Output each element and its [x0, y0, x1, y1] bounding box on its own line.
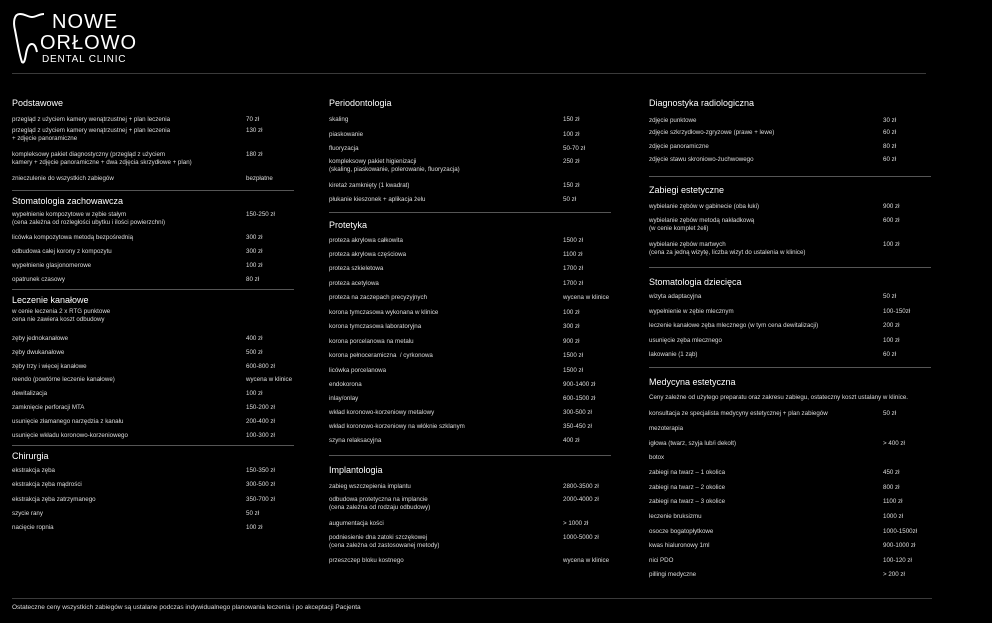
service-name: zabieg wszczepienia implantu — [329, 483, 411, 490]
clinic-logo — [12, 10, 152, 70]
service-name: leczenie kanałowe zęba mlecznego (w tym cena dewitalizacji) — [649, 322, 819, 329]
service-name: zamknięcie perforacji MTA — [12, 404, 85, 411]
service-name: wkład koronowo-korzeniowy metalowy — [329, 409, 435, 416]
service-name: inlay/onlay — [329, 395, 359, 402]
service-name: botox — [649, 454, 665, 461]
service-price: 350-700 zł — [246, 496, 275, 503]
service-price: 2800-3500 zł — [563, 483, 599, 490]
service-price: 200 zł — [883, 322, 900, 329]
footer-note: Ostateczne ceny wszystkich zabiegów są ustalane podczas indywidualnego planowania leczenia i po akceptacji Pacjenta — [12, 604, 361, 611]
service-price: 450 zł — [883, 469, 900, 476]
section-title: Protetyka — [329, 220, 368, 230]
service-name: licówka porcelanowa — [329, 367, 387, 374]
service-price: 1500 zł — [563, 352, 583, 359]
service-price: 100 zł — [563, 131, 580, 138]
service-name: leczenie bruksizmu — [649, 513, 702, 520]
logo-line-2: ORŁOWO — [40, 32, 138, 54]
service-price: 600-1500 zł — [563, 395, 596, 402]
service-name: odbudowa całej korony z kompozytu — [12, 248, 112, 255]
service-name: dewitalizacja — [12, 390, 48, 397]
service-name: korona pełnoceramiczna / cyrkonowa — [329, 352, 433, 359]
service-name: lakowanie (1 ząb) — [649, 351, 698, 358]
service-name: ekstrakcja zęba zatrzymanego — [12, 496, 96, 503]
service-price: 100 zł — [246, 390, 263, 397]
service-name: zdjęcie stawu skroniowo-żuchwowego — [649, 156, 754, 163]
service-price: 300 zł — [563, 323, 580, 330]
service-price: 900-1000 zł — [883, 542, 916, 549]
service-name: osocze bogatopłytkowe — [649, 528, 714, 535]
service-name: szyna relaksacyjna — [329, 437, 382, 444]
service-price: 300-500 zł — [563, 409, 592, 416]
service-name: zabiegi na twarz – 3 okolice — [649, 498, 726, 505]
service-name: zęby jednokanałowe — [12, 335, 69, 342]
service-price: 1100 zł — [883, 498, 903, 505]
service-name: usunięcie złamanego narzędzia z kanału — [12, 418, 124, 425]
service-name: nacięcie ropnia — [12, 524, 54, 531]
section-title: Periodontologia — [329, 98, 392, 108]
section-title: Leczenie kanałowe — [12, 295, 89, 305]
service-price: 100-120 zł — [883, 557, 912, 564]
service-name: kompleksowy pakiet higienizacji (skaling, piaskowanie, polerowanie, fluoryzacja) — [329, 158, 460, 173]
service-name: płukanie kieszonek + aplikacja żelu — [329, 196, 426, 203]
service-name: proteza akrylowa częściowa — [329, 251, 407, 258]
service-name: proteza acetylowa — [329, 280, 379, 287]
section-title: Chirurgia — [12, 451, 49, 461]
service-price: 1000-1500zł — [883, 528, 918, 535]
service-price: 1000 zł — [883, 513, 903, 520]
service-price: 100-150zł — [883, 308, 911, 315]
service-price: 300-500 zł — [246, 481, 275, 488]
service-price: 70 zł — [246, 116, 260, 123]
service-name: wybielanie zębów w gabinecie (oba łuki) — [649, 203, 760, 210]
service-name: igłowa (twarz, szyja lub/i dekolt) — [649, 440, 736, 447]
service-price: 500 zł — [246, 349, 263, 356]
section-title: Stomatologia dziecięca — [649, 277, 742, 287]
section-note: Ceny zależne od użytego preparatu oraz zakresu zabiegu, ostateczny koszt ustalany w klinice. — [649, 394, 908, 401]
service-name: przegląd z użyciem kamery wenątrzustnej + plan leczenia — [12, 116, 171, 123]
footer-divider — [12, 598, 932, 599]
service-name: skaling — [329, 116, 349, 123]
service-name: wizyta adaptacyjna — [649, 293, 702, 300]
service-price: 2000-4000 zł — [563, 496, 599, 503]
service-name: wypełnienie w zębie mlecznym — [649, 308, 734, 315]
section-divider — [329, 212, 611, 213]
service-price: 1100 zł — [563, 251, 583, 258]
service-price: wycena w klinice — [246, 376, 293, 383]
service-name: podniesienie dna zatoki szczękowej (cena zależna od zastosowanej metody) — [329, 534, 440, 549]
section-title: Zabiegi estetyczne — [649, 185, 725, 195]
service-name: odbudowa protetyczna na implancie (cena zależna od rodzaju odbudowy) — [329, 496, 431, 511]
service-price: 50 zł — [883, 293, 897, 300]
service-name: znieczulenie do wszystkich zabiegów — [12, 175, 114, 182]
service-price: 400 zł — [563, 437, 580, 444]
service-price: > 400 zł — [883, 440, 905, 447]
service-name: wybielanie zębów martwych (cena za jedną wizytę, liczba wizyt do ustalenia w klinice) — [649, 241, 806, 256]
service-price: 1000-5000 zł — [563, 534, 599, 541]
service-name: zdjęcie panoramiczne — [649, 143, 709, 150]
service-name: korona porcelanowa na metalu — [329, 338, 414, 345]
section-title: Diagnostyka radiologiczna — [649, 98, 755, 108]
service-price: 180 zł — [246, 151, 263, 158]
service-price: 60 zł — [883, 156, 897, 163]
service-price: 100 zł — [246, 524, 263, 531]
service-price: 130 zł — [246, 127, 263, 134]
service-name: nici PDO — [649, 557, 674, 564]
service-name: ekstrakcja zęba — [12, 467, 55, 474]
logo-line-1: NOWE — [52, 11, 119, 33]
service-name: usunięcie zęba mlecznego — [649, 337, 722, 344]
service-name: opatrunek czasowy — [12, 276, 65, 283]
service-name: proteza szkieletowa — [329, 265, 384, 272]
service-price: 250 zł — [563, 158, 580, 165]
section-divider — [12, 289, 294, 290]
service-name: zabiegi na twarz – 2 okolice — [649, 484, 726, 491]
service-name: konsultacja ze specjalista medycyny estetycznej + plan zabiegów — [649, 410, 828, 417]
service-price: 80 zł — [246, 276, 260, 283]
logo-line-3: DENTAL CLINIC — [42, 54, 127, 65]
service-price: 150-350 zł — [246, 467, 275, 474]
service-name: korona tymczasowa laboratoryjna — [329, 323, 422, 330]
section-divider — [649, 367, 931, 368]
service-price: 80 zł — [883, 143, 897, 150]
service-name: endokorona — [329, 381, 362, 388]
section-divider — [12, 190, 294, 191]
service-name: piaskowanie — [329, 131, 364, 138]
section-divider — [329, 455, 611, 456]
service-price: 100 zł — [563, 309, 580, 316]
service-name: wypełnienie glasjonomerowe — [12, 262, 92, 269]
service-price: 30 zł — [883, 117, 897, 124]
service-name: szycie rany — [12, 510, 43, 517]
service-price: 60 zł — [883, 351, 897, 358]
service-price: 200-400 zł — [246, 418, 275, 425]
service-name: licówka kompozytowa metodą bezpośrednią — [12, 234, 134, 241]
service-price: 300 zł — [246, 248, 263, 255]
section-title: Stomatologia zachowawcza — [12, 196, 124, 206]
service-price: 300 zł — [246, 234, 263, 241]
service-price: > 1000 zł — [563, 520, 589, 527]
service-price: wycena w klinice — [563, 294, 610, 301]
service-name: kwas hialuronowy 1ml — [649, 542, 710, 549]
service-name: ekstrakcja zęba mądrości — [12, 481, 82, 488]
service-name: wybielanie zębów metodą nakładkową (w cenie komplet żeli) — [649, 217, 755, 232]
service-price: 100 zł — [883, 241, 900, 248]
service-name: korona tymczasowa wykonana w klinice — [329, 309, 439, 316]
service-price: 600-800 zł — [246, 363, 275, 370]
service-price: 350-450 zł — [563, 423, 592, 430]
section-title: Medycyna estetyczna — [649, 377, 736, 387]
service-price: 600 zł — [883, 217, 900, 224]
service-price: 50-70 zł — [563, 145, 586, 152]
service-price: 1700 zł — [563, 280, 583, 287]
service-price: 900 zł — [883, 203, 900, 210]
section-divider — [12, 445, 294, 446]
service-price: 150-250 zł — [246, 211, 275, 218]
service-name: przeszczep bloku kostnego — [329, 557, 404, 564]
service-price: 150 zł — [563, 116, 580, 123]
service-name: zęby dwukanałowe — [12, 349, 65, 356]
service-price: 100 zł — [883, 337, 900, 344]
service-price: 150 zł — [563, 182, 580, 189]
service-price: 1500 zł — [563, 367, 583, 374]
section-title: Podstawowe — [12, 98, 64, 108]
service-price: 60 zł — [883, 129, 897, 136]
service-price: 100 zł — [246, 262, 263, 269]
service-name: kiretaż zamknięty (1 kwadrat) — [329, 182, 410, 189]
service-name: reendo (powtórne leczenie kanałowe) — [12, 376, 115, 383]
service-name: zdjęcie szkrzydłowo-zgryzowe (prawe + lewe) — [649, 129, 775, 136]
service-price: wycena w klinice — [563, 557, 610, 564]
service-name: przegląd z użyciem kamery wenątrzustnej + plan leczenia + zdjęcie panoramiczne — [12, 127, 171, 142]
section-note: w cenie leczenia 2 x RTG punktowe cena nie zawiera koszt odbudowy — [12, 308, 111, 323]
service-price: > 200 zł — [883, 571, 905, 578]
service-name: zęby trzy i więcej kanałowe — [12, 363, 87, 370]
service-price: 400 zł — [246, 335, 263, 342]
service-price: bezpłatne — [246, 175, 273, 182]
service-name: usunięcie wkładu koronowo-korzeniowego — [12, 432, 128, 439]
header-divider — [12, 73, 926, 74]
service-name: kompleksowy pakiet diagnostyczny (przegląd z użyciem kamery + zdjęcie panoramiczne + dwa zdjęcia skrzydłowe + plan) — [12, 151, 192, 166]
service-name: proteza na zaczepach precyzyjnych — [329, 294, 428, 301]
service-price: 900-1400 zł — [563, 381, 596, 388]
service-price: 150-200 zł — [246, 404, 275, 411]
section-divider — [649, 176, 931, 177]
service-name: zdjęcie punktowe — [649, 117, 697, 124]
section-divider — [649, 267, 931, 268]
service-name: pillingi medyczne — [649, 571, 697, 578]
service-name: fluoryzacja — [329, 145, 359, 152]
service-price: 900 zł — [563, 338, 580, 345]
service-price: 1700 zł — [563, 265, 583, 272]
service-price: 50 zł — [563, 196, 577, 203]
service-name: wypełnienie kompozytowe w zębie stałym (cena zależna od rozległości ubytku i ilości powierzchni) — [12, 211, 166, 226]
section-title: Implantologia — [329, 465, 383, 475]
service-name: augumentacja kości — [329, 520, 384, 527]
service-price: 800 zł — [883, 484, 900, 491]
service-name: proteza akrylowa całkowita — [329, 237, 403, 244]
service-name: zabiegi na twarz – 1 okolica — [649, 469, 726, 476]
service-name: mezoterapia — [649, 425, 684, 432]
service-price: 50 zł — [883, 410, 897, 417]
service-price: 1500 zł — [563, 237, 583, 244]
service-price: 50 zł — [246, 510, 260, 517]
service-price: 100-300 zł — [246, 432, 275, 439]
service-name: wkład koronowo-korzeniowy na włóknie szklanym — [329, 423, 465, 430]
